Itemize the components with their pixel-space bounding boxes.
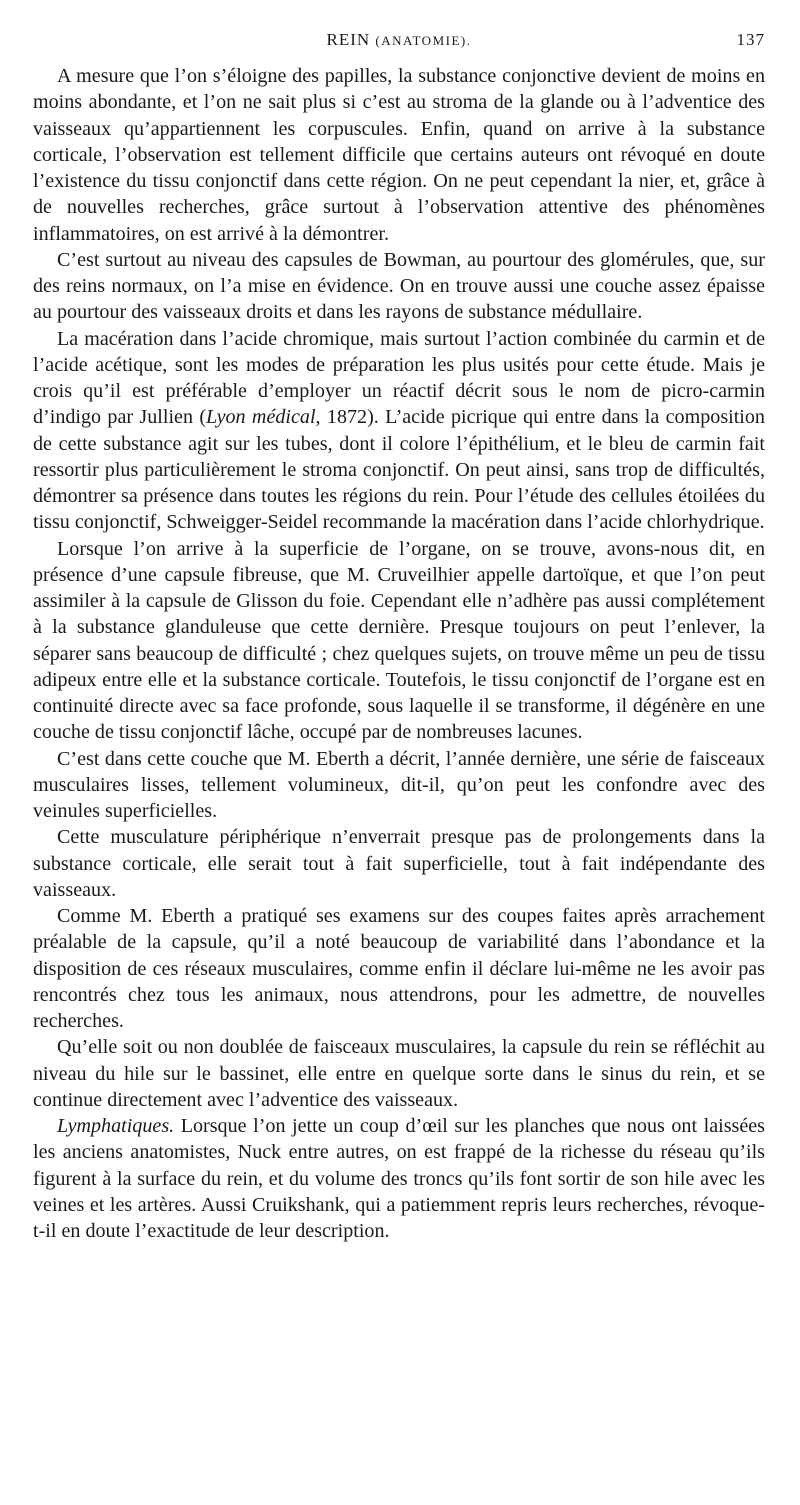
paragraph-maceration-text-after: , 1872). L’acide picrique qui entre dans la composition de cette substance agit sur les tubes, dont il colore l’épithélium, et le bleu de carmin fait ressortir plus particulièrement le stroma conjonctif. On peut ainsi, sans trop de difficultés, démontrer sa présence dans toutes les régions du rein. Pour l’étude des cellules étoilées du tissu conjonctif, Schweigger-Seidel recommande la macération dans l’acide chlorhydrique. bbox=[33, 406, 765, 534]
page-number: 137 bbox=[736, 30, 765, 49]
paragraph-papilles: A mesure que l’on s’éloigne des papilles, la substance conjonctive devient de moins en moins abondante, et l’on ne sait plus si c’est au stroma de la glande ou à l’adventice des vaisseaux qu’appartiennent les corpuscules. Enfin, quand on arrive à la substance corticale, l’observation est tellement difficile que certains auteurs ont révoqué en doute l’existence du tissu conjonctif dans cette région. On ne peut cependant la nier, et, grâce à de nouvelles recherches, grâce surtout à l’observation attentive des phénomènes inflammatoires, on est arrivé à la démontrer. bbox=[33, 65, 765, 245]
paragraph-lymphatiques-text: Lorsque l’on jette un coup d’œil sur les planches que nous ont laissées les anciens anatomistes, Nuck entre autres, on est frappé de la richesse du réseau qu’ils figurent à la surface du rein, et du volume des troncs qu’ils font sortir de son hile avec les veines et les artères. Aussi Cruikshank, qui a patiemment repris leurs recherches, révoque-t-il en doute l’exactitude de leur description. bbox=[33, 1115, 765, 1242]
running-head-main: REIN bbox=[326, 30, 371, 49]
paragraph-capsule-fibreuse: Lorsque l’on arrive à la superficie de l’organe, on se trouve, avons-nous dit, en présence d’une capsule fibreuse, que M. Cruveilhier appelle dartoïque, et que l’on peut assimiler à la capsule de Glisson du foie. Cependant elle n’adhère pas aussi complétement à la substance glanduleuse que cette dernière. Presque toujours on peut l’enlever, la séparer sans beaucoup de difficulté ; chez quelques sujets, on trouve même un peu de tissu adipeux entre elle et la substance corticale. Toutefois, le tissu conjonctif de l’organe est en continuité directe avec sa face profonde, sous laquelle il se transforme, il dégénère en une couche de tissu conjonctif lâche, occupé par de nombreuses lacunes. bbox=[33, 537, 765, 744]
paragraph-eberth-couche: C’est dans cette couche que M. Eberth a décrit, l’année dernière, une série de faisceaux musculaires lisses, tellement volumineux, dit-il, qu’on peut les confondre avec des veinules superficielles. bbox=[33, 747, 765, 822]
paragraph-maceration-text-before: La macération dans l’acide chromique, mais surtout l’action combinée du carmin et de l’acide acétique, sont les modes de préparation les plus usités pour cette étude. Mais je crois qu’il est préférable d’employer un réactif décrit sous le nom de picro-carmin d’indigo par Jullien ( bbox=[33, 327, 765, 429]
paragraph-capsules-bowman: C’est surtout au niveau des capsules de Bowman, au pourtour des glomérules, que, sur des reins normaux, on l’a mise en évidence. On en trouve aussi une couche assez épaisse au pourtour des vaisseaux droits et dans les rayons de substance médullaire. bbox=[33, 248, 765, 324]
paragraph-lymphatiques bbox=[33, 1113, 765, 1244]
running-head-title bbox=[33, 30, 765, 50]
body-text bbox=[33, 63, 765, 1244]
running-head bbox=[33, 30, 765, 56]
running-head-subtitle: (ANATOMIE). bbox=[375, 33, 472, 48]
paragraph-maceration bbox=[33, 326, 765, 536]
paragraph-musculature: Cette musculature périphérique n’enverrait presque pas de prolongements dans la substance corticale, elle serait tout à fait superficielle, tout à fait indépendante des vaisseaux. bbox=[33, 826, 765, 901]
paragraph-capsule-hile: Qu’elle soit ou non doublée de faisceaux musculaires, la capsule du rein se réfléchit au niveau du hile sur le bassinet, elle entre en quelque sorte dans le sinus du rein, et se continue directement avec l’adventice des vaisseaux. bbox=[33, 1036, 765, 1111]
section-heading-lymphatiques: Lymphatiques. bbox=[57, 1115, 175, 1137]
paragraph-eberth-examens: Comme M. Eberth a pratiqué ses examens sur des coupes faites après arrachement préalable de la capsule, qu’il a noté beaucoup de variabilité dans l’abondance et la disposition de ces réseaux musculaires, comme enfin il déclare lui-même ne les avoir pas rencontrés chez tous les animaux, nous attendrons, pour les admettre, de nouvelles recherches. bbox=[33, 905, 765, 1032]
citation-lyon-medical: Lyon médical bbox=[206, 406, 316, 429]
